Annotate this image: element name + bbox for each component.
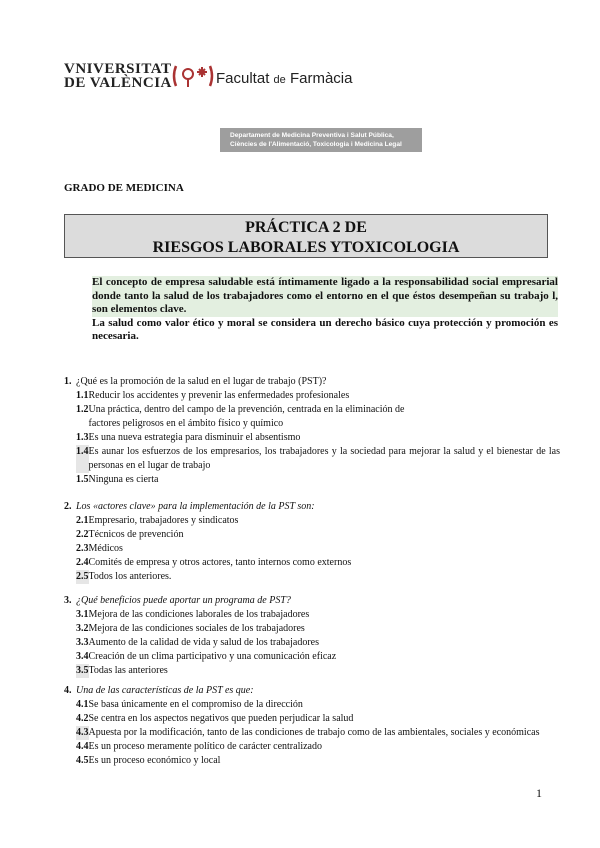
option-2-4[interactable]: 2.4 Comités de empresa y otros actores, tanto internos como externos [76, 557, 352, 568]
question-text: Los «actores clave» para la implementación de la PST son: [76, 501, 315, 512]
header [64, 56, 504, 100]
page-title: PRÁCTICA 2 DE RIESGOS LABORALES YTOXICOLOGIA [64, 214, 548, 258]
question-3: 3. ¿Qué beneficios puede aportar un programa de PST? 3.1 Mejora de las condiciones laborales de los trabajadores 3.2 Mejora de las condiciones sociales de los trabajadores 3.3 Aumento de la calidad de vida y salud de los trabajadores 3.4 Creación de un clima participativo y una comunicación eficaz 3.5 Todas las anteriores [64, 594, 560, 678]
option-1-5[interactable]: 1.5 Ninguna es cierta [76, 474, 159, 485]
question-text: ¿Qué beneficios puede aportar un programa de PST? [76, 595, 291, 606]
option-3-5[interactable]: 3.5 Todas las anteriores [76, 665, 168, 676]
university-logo-text: VNIVERSITAT DE VALÈNCIA [64, 61, 172, 91]
question-text: Una de las características de la PST es que: [76, 685, 254, 696]
option-3-2[interactable]: 3.2 Mejora de las condiciones sociales de los trabajadores [76, 623, 305, 634]
option-1-1[interactable]: 1.1 Reducir los accidentes y prevenir las enfermedades profesionales [76, 390, 350, 401]
option-3-1[interactable]: 3.1 Mejora de las condiciones laborales de los trabajadores [76, 609, 310, 620]
page-number: 1 [536, 786, 542, 800]
option-4-1[interactable]: 4.1 Se basa únicamente en el compromiso de la dirección [76, 699, 303, 710]
department-banner: Departament de Medicina Preventiva i Salut Pública, Ciències de l'Alimentació, Toxicologia i Medicina Legal [220, 128, 422, 152]
option-2-3[interactable]: 2.3 Médicos [76, 543, 123, 554]
option-3-3[interactable]: 3.3 Aumento de la calidad de vida y salud de los trabajadores [76, 637, 319, 648]
option-4-2[interactable]: 4.2 Se centra en los aspectos negativos que pueden perjudicar la salud [76, 713, 354, 724]
option-3-4[interactable]: 3.4 Creación de un clima participativo y una comunicación eficaz [76, 651, 337, 662]
university-emblem-icon [170, 60, 216, 92]
intro-paragraph-1: El concepto de empresa saludable está íntimamente ligado a la responsabilidad social empresarial donde tanto la salud de los trabajadores como el entorno en el que éstos desempeñan su trabajo l, son elementos clave. [92, 276, 558, 315]
degree-label: GRADO DE MEDICINA [64, 182, 184, 194]
question-text: ¿Qué es la promoción de la salud en el lugar de trabajo (PST)? [76, 376, 327, 387]
option-2-2[interactable]: 2.2 Técnicos de prevención [76, 529, 184, 540]
option-2-1[interactable]: 2.1 Empresario, trabajadores y sindicatos [76, 515, 239, 526]
intro-text [92, 276, 558, 344]
question-4: 4. Una de las características de la PST es que: 4.1 Se basa únicamente en el compromiso de la dirección 4.2 Se centra en los aspectos negativos que pueden perjudicar la salud 4.3 Apuesta por la modificación, tanto de las condiciones de trabajo como de las ambientales, sociales y económicas 4.4 Es un proceso meramente político de carácter centralizado 4.5 Es un proceso económico y local [64, 684, 560, 768]
intro-paragraph-2: La salud como valor ético y moral se considera un derecho básico cuya protección y promoción es necesaria. [92, 316, 558, 342]
option-1-4[interactable]: 1.4 Es aunar los esfuerzos de los empresarios, los trabajadores y la sociedad para mejorar la salud y el bienestar de las personas en el lugar de trabajo [76, 446, 560, 471]
option-1-3[interactable]: 1.3 Es una nueva estrategia para disminuir el absentismo [76, 432, 301, 443]
option-4-5[interactable]: 4.5 Es un proceso económico y local [76, 755, 221, 766]
option-1-2[interactable]: 1.2 Una práctica, dentro del campo de la prevención, centrada en la eliminación de factores peligrosos en el ámbito físico y químico [76, 404, 405, 429]
option-4-3[interactable]: 4.3 Apuesta por la modificación, tanto de las condiciones de trabajo como de las ambientales, sociales y económicas [76, 727, 540, 738]
faculty-name: Facultat de Farmàcia [216, 70, 353, 87]
question-1: 1. ¿Qué es la promoción de la salud en el lugar de trabajo (PST)? 1.1 Reducir los accidentes y prevenir las enfermedades profesionales 1.2 Una práctica, dentro del campo de la prevención, centrada en la eliminación de factores peligrosos en el ámbito físico y químico 1.3 Es una nueva estrategia para disminuir el absentismo 1.4 Es aunar los esfuerzos de los empresarios, los trabajadores y la sociedad para mejorar la salud y el bienestar de las personas en el lugar de trabajo 1.5 Ninguna es cierta [64, 376, 560, 485]
question-2: 2. Los «actores clave» para la implementación de la PST son: 2.1 Empresario, trabajadores y sindicatos 2.2 Técnicos de prevención 2.3 Médicos 2.4 Comités de empresa y otros actores, tanto internos como externos 2.5 Todos los anteriores. [64, 500, 560, 584]
option-2-5[interactable]: 2.5 Todos los anteriores. [76, 571, 172, 582]
option-4-4[interactable]: 4.4 Es un proceso meramente político de carácter centralizado [76, 741, 322, 752]
